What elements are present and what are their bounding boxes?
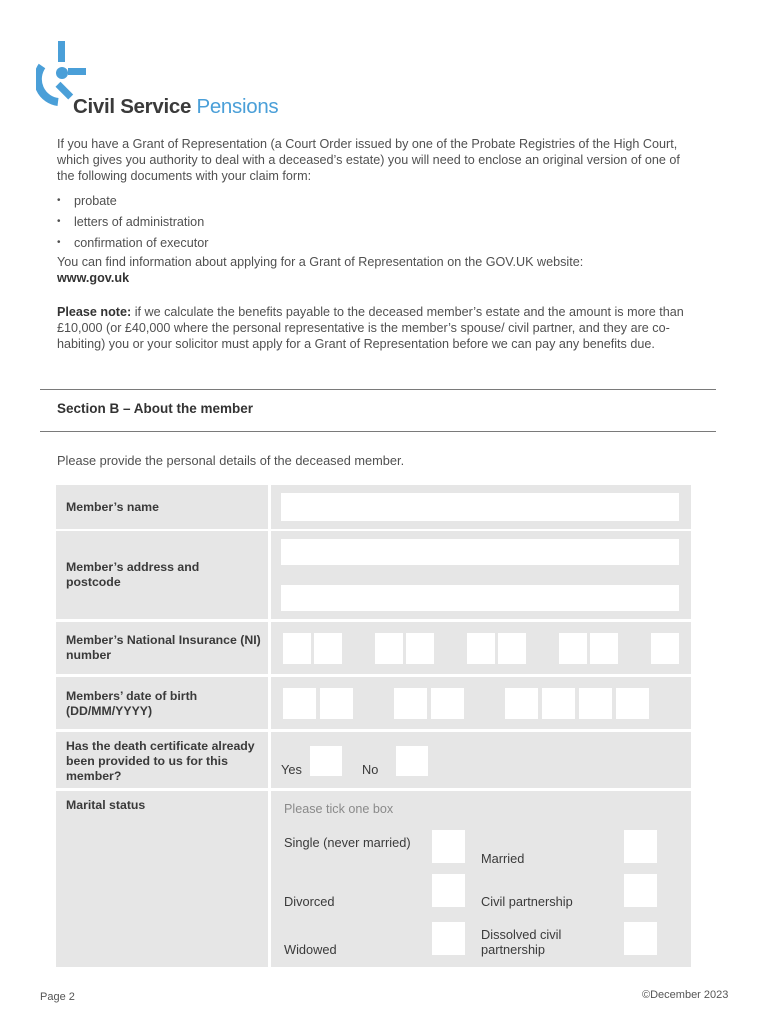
married-checkbox[interactable] [624, 830, 657, 863]
bullet-icon: • [57, 195, 61, 206]
brand-name-part2: Pensions [196, 95, 279, 118]
list-item: • confirmation of executor [57, 235, 209, 250]
yes-label: Yes [281, 762, 302, 777]
members-address-label: Member’s address and postcode [66, 560, 200, 589]
dob-day-box[interactable] [283, 688, 316, 719]
note-label: Please note: [57, 305, 132, 319]
ni-char-box[interactable] [590, 633, 618, 664]
members-name-label: Member’s name [66, 500, 159, 514]
single-label: Single (never married) [284, 835, 411, 850]
intro-paragraph: If you have a Grant of Representation (a Court Order issued by one of the Probate Registries of the High Court, which gives you authority to deal with a deceased’s estate) you will need to enclose an original version of one of the following documents with your claim form: [57, 137, 680, 183]
ni-char-box[interactable] [375, 633, 403, 664]
marital-hint: Please tick one box [284, 802, 394, 816]
gov-info [57, 254, 697, 286]
civil-partnership-label: Civil partnership [481, 894, 573, 909]
yes-checkbox[interactable] [310, 746, 342, 776]
widowed-checkbox[interactable] [432, 922, 465, 955]
no-checkbox[interactable] [396, 746, 428, 776]
dob-year-box[interactable] [542, 688, 575, 719]
brand-name [73, 95, 278, 119]
logo [36, 38, 296, 122]
page-number: Page 2 [40, 991, 75, 1003]
dob-month-box[interactable] [394, 688, 427, 719]
divorced-checkbox[interactable] [432, 874, 465, 907]
dob-year-box[interactable] [505, 688, 538, 719]
brand-name-part1: Civil Service [73, 95, 192, 118]
note-text: if we calculate the benefits payable to the deceased member’s estate and the amount is more than £10,000 (or £40,000 where the personal representative is the member’s spouse/ civil partner, and they are co-habiting) you or your solicitor must apply for a Grant of Representation before we can pay any benefits due. [57, 305, 684, 351]
label-cell [56, 791, 268, 967]
dissolved-civil-partnership-label: Dissolved civil partnership [481, 927, 562, 957]
dob-year-box[interactable] [579, 688, 612, 719]
bullet-icon: • [57, 237, 61, 248]
widowed-label: Widowed [284, 942, 337, 957]
list-item: • probate [57, 193, 117, 208]
copyright-date: ©December 2023 [642, 989, 729, 1001]
ni-char-box[interactable] [314, 633, 342, 664]
bullet-icon: • [57, 216, 61, 227]
dob-month-box[interactable] [431, 688, 464, 719]
divorced-label: Divorced [284, 894, 335, 909]
section-title: Section B – About the member [57, 401, 254, 416]
ni-char-box[interactable] [651, 633, 679, 664]
ni-char-box[interactable] [406, 633, 434, 664]
dob-year-box[interactable] [616, 688, 649, 719]
members-name-input[interactable] [281, 493, 679, 521]
dissolved-civil-partnership-checkbox[interactable] [624, 922, 657, 955]
ni-char-box[interactable] [467, 633, 495, 664]
gov-info-text: You can find information about applying for a Grant of Representation on the GOV.UK website: [57, 255, 584, 269]
please-note [57, 304, 702, 352]
ni-char-box[interactable] [498, 633, 526, 664]
gov-uk-link[interactable]: www.gov.uk [57, 271, 130, 285]
marital-status-label: Marital status [66, 798, 146, 812]
document-list [57, 190, 208, 253]
ni-number-label: Member’s National Insurance (NI) number [66, 633, 261, 662]
dob-label: Members’ date of birth (DD/MM/YYYY) [66, 689, 198, 718]
death-certificate-label: Has the death certificate already been provided to us for this member? [66, 739, 255, 783]
no-label: No [362, 762, 379, 777]
divider [40, 431, 716, 432]
dob-day-box[interactable] [320, 688, 353, 719]
section-intro: Please provide the personal details of the deceased member. [57, 453, 405, 468]
single-checkbox[interactable] [432, 830, 465, 863]
civil-partnership-checkbox[interactable] [624, 874, 657, 907]
address-line-2-input[interactable] [281, 585, 679, 611]
list-item: • letters of administration [57, 214, 205, 229]
ni-char-box[interactable] [283, 633, 311, 664]
ni-char-box[interactable] [559, 633, 587, 664]
divider [40, 389, 716, 390]
married-label: Married [481, 851, 525, 866]
address-line-1-input[interactable] [281, 539, 679, 565]
